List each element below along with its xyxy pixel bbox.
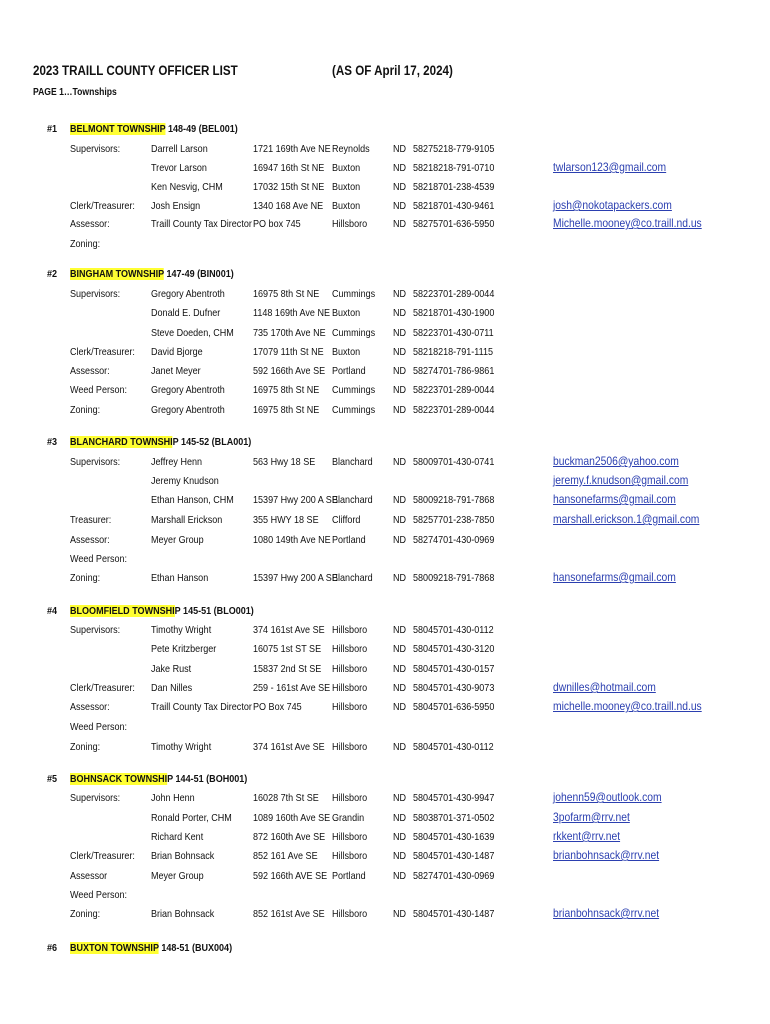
officer-state: ND bbox=[393, 624, 407, 636]
officer-state: ND bbox=[393, 327, 407, 339]
officer-name: Timothy Wright bbox=[151, 624, 212, 636]
officer-role: Weed Person: bbox=[70, 384, 128, 396]
officer-city: Buxton bbox=[332, 181, 361, 193]
officer-city: Hillsboro bbox=[332, 643, 368, 655]
township-heading bbox=[70, 942, 232, 955]
officer-address: PO box 745 bbox=[253, 218, 301, 230]
officer-email-link[interactable]: johenn59@outlook.com bbox=[553, 790, 662, 804]
officer-city: Hillsboro bbox=[332, 831, 368, 843]
officer-email-link[interactable]: hansonefarms@gmail.com bbox=[553, 570, 676, 584]
officer-state: ND bbox=[393, 908, 407, 920]
officer-address: 852 161 Ave SE bbox=[253, 850, 318, 862]
officer-zip-phone: 58218701-430-9461 bbox=[413, 200, 495, 212]
officer-zip-phone: 58009218-791-7868 bbox=[413, 494, 495, 506]
officer-email-link[interactable]: brianbohnsack@rrv.net bbox=[553, 906, 660, 920]
officer-state: ND bbox=[393, 218, 407, 230]
officer-state: ND bbox=[393, 850, 407, 862]
officer-email-link[interactable]: Michelle.mooney@co.traill.nd.us bbox=[553, 216, 702, 230]
officer-name: Jeffrey Henn bbox=[151, 456, 203, 468]
officer-zip-phone: 58218218-791-1115 bbox=[413, 346, 494, 358]
officer-zip-phone: 58274701-430-0969 bbox=[413, 534, 495, 546]
officer-zip-phone: 58275701-636-5950 bbox=[413, 218, 495, 230]
officer-zip-phone: 58045701-430-1487 bbox=[413, 850, 495, 862]
officer-city: Cummings bbox=[332, 404, 376, 416]
officer-zip-phone: 58218218-791-0710 bbox=[413, 162, 495, 174]
officer-name: Gregory Abentroth bbox=[151, 288, 225, 300]
officer-city: Blanchard bbox=[332, 572, 373, 584]
officer-city: Reynolds bbox=[332, 143, 370, 155]
officer-city: Buxton bbox=[332, 162, 361, 174]
officer-address: 1148 169th Ave NE bbox=[253, 307, 330, 319]
township-name-highlight: BELMONT TOWNSHIP bbox=[70, 123, 166, 135]
township-code: 147-49 (BIN001) bbox=[163, 268, 234, 280]
officer-zip-phone: 58274701-786-9861 bbox=[413, 365, 495, 377]
officer-address: 735 170th Ave NE bbox=[253, 327, 326, 339]
officer-name: Ethan Hanson, CHM bbox=[151, 494, 234, 506]
page-label: PAGE 1…Townships bbox=[33, 87, 117, 98]
officer-address: 563 Hwy 18 SE bbox=[253, 456, 316, 468]
officer-city: Buxton bbox=[332, 346, 361, 358]
officer-city: Hillsboro bbox=[332, 792, 368, 804]
officer-zip-phone: 58045701-430-1639 bbox=[413, 831, 495, 843]
officer-city: Cummings bbox=[332, 327, 376, 339]
officer-city: Buxton bbox=[332, 200, 361, 212]
officer-email-link[interactable]: dwnilles@hotmail.com bbox=[553, 680, 656, 694]
officer-zip-phone: 58045701-430-9073 bbox=[413, 682, 495, 694]
officer-zip-phone: 58223701-289-0044 bbox=[413, 404, 495, 416]
officer-name: Steve Doeden, CHM bbox=[151, 327, 234, 339]
officer-role: Assessor: bbox=[70, 365, 110, 377]
as-of-date: (AS OF April 17, 2024) bbox=[332, 63, 453, 78]
officer-city: Hillsboro bbox=[332, 663, 368, 675]
officer-role: Assessor: bbox=[70, 701, 110, 713]
officer-address: 17079 11th St NE bbox=[253, 346, 324, 358]
officer-state: ND bbox=[393, 643, 407, 655]
officer-zip-phone: 58275218-779-9105 bbox=[413, 143, 495, 155]
officer-email-link[interactable]: hansonefarms@gmail.com bbox=[553, 492, 676, 506]
officer-name: Brian Bohnsack bbox=[151, 908, 215, 920]
officer-name: Janet Meyer bbox=[151, 365, 201, 377]
officer-role: Supervisors: bbox=[70, 288, 121, 300]
officer-email-link[interactable]: michelle.mooney@co.traill.nd.us bbox=[553, 699, 702, 713]
officer-zip-phone: 58009701-430-0741 bbox=[413, 456, 495, 468]
officer-state: ND bbox=[393, 346, 407, 358]
document-title: 2023 TRAILL COUNTY OFFICER LIST bbox=[33, 63, 238, 78]
officer-name: Marshall Erickson bbox=[151, 514, 223, 526]
officer-address: 852 161st Ave SE bbox=[253, 908, 325, 920]
officer-state: ND bbox=[393, 200, 407, 212]
officer-zip-phone: 58045701-430-9947 bbox=[413, 792, 495, 804]
officer-email-link[interactable]: twlarson123@gmail.com bbox=[553, 160, 667, 174]
officer-state: ND bbox=[393, 682, 407, 694]
officer-name: Ethan Hanson bbox=[151, 572, 209, 584]
officer-zip-phone: 58257701-238-7850 bbox=[413, 514, 495, 526]
officer-name: Traill County Tax Director bbox=[151, 218, 252, 230]
officer-city: Cummings bbox=[332, 288, 376, 300]
township-number: #3 bbox=[47, 436, 58, 448]
officer-name: Richard Kent bbox=[151, 831, 204, 843]
officer-email-link[interactable]: rkkent@rrv.net bbox=[553, 829, 621, 843]
officer-state: ND bbox=[393, 812, 407, 824]
township-name-highlight: BUXTON TOWNSHIP bbox=[70, 942, 159, 954]
officer-name: Dan Nilles bbox=[151, 682, 193, 694]
officer-name: Donald E. Dufner bbox=[151, 307, 221, 319]
township-name-highlight: BOHNSACK TOWNSHI bbox=[70, 773, 168, 785]
officer-address: 1721 169th Ave NE bbox=[253, 143, 331, 155]
officer-address: 592 166th Ave SE bbox=[253, 365, 326, 377]
officer-address: 16947 16th St NE bbox=[253, 162, 325, 174]
officer-address: 259 - 161st Ave SE bbox=[253, 682, 331, 694]
officer-zip-phone: 58045701-430-0112 bbox=[413, 624, 494, 636]
township-number: #6 bbox=[47, 942, 58, 954]
officer-role: Assessor: bbox=[70, 534, 110, 546]
officer-city: Portland bbox=[332, 534, 366, 546]
officer-role: Weed Person: bbox=[70, 553, 128, 565]
officer-state: ND bbox=[393, 701, 407, 713]
officer-email-link[interactable]: josh@nokotapackers.com bbox=[553, 198, 672, 212]
township-heading bbox=[70, 436, 251, 449]
officer-address: 15397 Hwy 200 A SE bbox=[253, 494, 338, 506]
officer-state: ND bbox=[393, 741, 407, 753]
officer-state: ND bbox=[393, 514, 407, 526]
officer-address: 374 161st Ave SE bbox=[253, 741, 325, 753]
officer-role: Clerk/Treasurer: bbox=[70, 200, 135, 212]
officer-zip-phone: 58045701-636-5950 bbox=[413, 701, 495, 713]
officer-zip-phone: 58218701-430-1900 bbox=[413, 307, 495, 319]
officer-email-link[interactable]: buckman2506@yahoo.com bbox=[553, 454, 679, 468]
officer-address: 17032 15th St NE bbox=[253, 181, 325, 193]
officer-city: Hillsboro bbox=[332, 682, 368, 694]
officer-city: Hillsboro bbox=[332, 850, 368, 862]
officer-name: Jeremy Knudson bbox=[151, 475, 219, 487]
officer-address: 374 161st Ave SE bbox=[253, 624, 325, 636]
officer-state: ND bbox=[393, 181, 407, 193]
officer-role: Weed Person: bbox=[70, 721, 128, 733]
officer-address: 872 160th Ave SE bbox=[253, 831, 326, 843]
officer-state: ND bbox=[393, 404, 407, 416]
township-heading bbox=[70, 773, 247, 786]
township-heading bbox=[70, 123, 238, 136]
officer-role: Supervisors: bbox=[70, 792, 121, 804]
officer-city: Portland bbox=[332, 870, 366, 882]
township-code: P 145-51 (BLO001) bbox=[174, 605, 254, 617]
officer-address: PO Box 745 bbox=[253, 701, 302, 713]
officer-name: Meyer Group bbox=[151, 870, 204, 882]
officer-role: Zoning: bbox=[70, 238, 101, 250]
officer-role: Zoning: bbox=[70, 572, 101, 584]
officer-zip-phone: 58045701-430-0157 bbox=[413, 663, 495, 675]
officer-address: 16975 8th St NE bbox=[253, 288, 320, 300]
officer-zip-phone: 58223701-289-0044 bbox=[413, 288, 495, 300]
officer-zip-phone: 58218701-238-4539 bbox=[413, 181, 495, 193]
officer-address: 1089 160th Ave SE bbox=[253, 812, 331, 824]
officer-state: ND bbox=[393, 288, 407, 300]
officer-name: Jake Rust bbox=[151, 663, 192, 675]
officer-zip-phone: 58045701-430-3120 bbox=[413, 643, 495, 655]
officer-role: Clerk/Treasurer: bbox=[70, 346, 135, 358]
officer-name: Meyer Group bbox=[151, 534, 204, 546]
officer-state: ND bbox=[393, 384, 407, 396]
township-code: 148-51 (BUX004) bbox=[158, 942, 233, 954]
township-name-highlight: BLOOMFIELD TOWNSHI bbox=[70, 605, 175, 617]
officer-role: Zoning: bbox=[70, 741, 101, 753]
township-code: P 145-52 (BLA001) bbox=[172, 436, 252, 448]
officer-state: ND bbox=[393, 534, 407, 546]
officer-name: Ken Nesvig, CHM bbox=[151, 181, 223, 193]
officer-zip-phone: 58045701-430-0112 bbox=[413, 741, 494, 753]
officer-name: Darrell Larson bbox=[151, 143, 208, 155]
officer-address: 15397 Hwy 200 A SE bbox=[253, 572, 338, 584]
officer-name: Gregory Abentroth bbox=[151, 384, 225, 396]
township-name-highlight: BLANCHARD TOWNSHI bbox=[70, 436, 173, 448]
officer-role: Zoning: bbox=[70, 404, 101, 416]
officer-email-link[interactable]: brianbohnsack@rrv.net bbox=[553, 848, 660, 862]
township-number: #4 bbox=[47, 605, 58, 617]
officer-role: Assessor: bbox=[70, 218, 110, 230]
officer-city: Buxton bbox=[332, 307, 361, 319]
officer-address: 16075 1st ST SE bbox=[253, 643, 322, 655]
officer-role: Supervisors: bbox=[70, 143, 121, 155]
township-number: #1 bbox=[47, 123, 58, 135]
officer-address: 1080 149th Ave NE bbox=[253, 534, 331, 546]
officer-state: ND bbox=[393, 663, 407, 675]
officer-city: Hillsboro bbox=[332, 741, 368, 753]
officer-city: Hillsboro bbox=[332, 908, 368, 920]
officer-address: 15837 2nd St SE bbox=[253, 663, 322, 675]
officer-state: ND bbox=[393, 870, 407, 882]
officer-zip-phone: 58009218-791-7868 bbox=[413, 572, 495, 584]
officer-state: ND bbox=[393, 831, 407, 843]
officer-role: Treasurer: bbox=[70, 514, 112, 526]
officer-zip-phone: 58223701-430-0711 bbox=[413, 327, 494, 339]
officer-name: Traill County Tax Director bbox=[151, 701, 252, 713]
officer-name: Ronald Porter, CHM bbox=[151, 812, 232, 824]
officer-role: Supervisors: bbox=[70, 624, 121, 636]
officer-name: Pete Kritzberger bbox=[151, 643, 217, 655]
township-number: #2 bbox=[47, 268, 58, 280]
officer-role: Supervisors: bbox=[70, 456, 121, 468]
officer-role: Clerk/Treasurer: bbox=[70, 850, 135, 862]
officer-state: ND bbox=[393, 143, 407, 155]
township-name-highlight: BINGHAM TOWNSHIP bbox=[70, 268, 164, 280]
officer-zip-phone: 58274701-430-0969 bbox=[413, 870, 495, 882]
officer-address: 355 HWY 18 SE bbox=[253, 514, 319, 526]
officer-state: ND bbox=[393, 307, 407, 319]
officer-address: 1340 168 Ave NE bbox=[253, 200, 324, 212]
officer-city: Hillsboro bbox=[332, 218, 368, 230]
officer-city: Cummings bbox=[332, 384, 376, 396]
officer-address: 16975 8th St NE bbox=[253, 404, 320, 416]
officer-zip-phone: 58223701-289-0044 bbox=[413, 384, 495, 396]
officer-city: Clifford bbox=[332, 514, 361, 526]
officer-name: Trevor Larson bbox=[151, 162, 207, 174]
township-number: #5 bbox=[47, 773, 58, 785]
officer-state: ND bbox=[393, 162, 407, 174]
officer-name: Gregory Abentroth bbox=[151, 404, 225, 416]
officer-state: ND bbox=[393, 456, 407, 468]
officer-state: ND bbox=[393, 494, 407, 506]
officer-role: Assessor bbox=[70, 870, 108, 882]
township-heading bbox=[70, 268, 234, 281]
officer-role: Weed Person: bbox=[70, 889, 128, 901]
township-heading bbox=[70, 605, 254, 618]
officer-state: ND bbox=[393, 792, 407, 804]
officer-name: Josh Ensign bbox=[151, 200, 201, 212]
officer-role: Clerk/Treasurer: bbox=[70, 682, 135, 694]
officer-address: 16028 7th St SE bbox=[253, 792, 319, 804]
officer-email-link[interactable]: marshall.erickson.1@gmail.com bbox=[553, 512, 700, 526]
officer-zip-phone: 58038701-371-0502 bbox=[413, 812, 495, 824]
officer-zip-phone: 58045701-430-1487 bbox=[413, 908, 495, 920]
officer-city: Blanchard bbox=[332, 456, 373, 468]
township-code: P 144-51 (BOH001) bbox=[167, 773, 248, 785]
officer-email-link[interactable]: 3pofarm@rrv.net bbox=[553, 810, 630, 824]
officer-name: John Henn bbox=[151, 792, 195, 804]
officer-name: Timothy Wright bbox=[151, 741, 212, 753]
officer-state: ND bbox=[393, 365, 407, 377]
officer-city: Hillsboro bbox=[332, 624, 368, 636]
officer-role: Zoning: bbox=[70, 908, 101, 920]
officer-city: Portland bbox=[332, 365, 366, 377]
officer-name: Brian Bohnsack bbox=[151, 850, 215, 862]
officer-address: 16975 8th St NE bbox=[253, 384, 320, 396]
officer-state: ND bbox=[393, 572, 407, 584]
officer-city: Blanchard bbox=[332, 494, 373, 506]
officer-city: Hillsboro bbox=[332, 701, 368, 713]
officer-city: Grandin bbox=[332, 812, 365, 824]
officer-name: David Bjorge bbox=[151, 346, 203, 358]
officer-address: 592 166th AVE SE bbox=[253, 870, 328, 882]
township-code: 148-49 (BEL001) bbox=[165, 123, 238, 135]
officer-email-link[interactable]: jeremy.f.knudson@gmail.com bbox=[553, 473, 689, 487]
